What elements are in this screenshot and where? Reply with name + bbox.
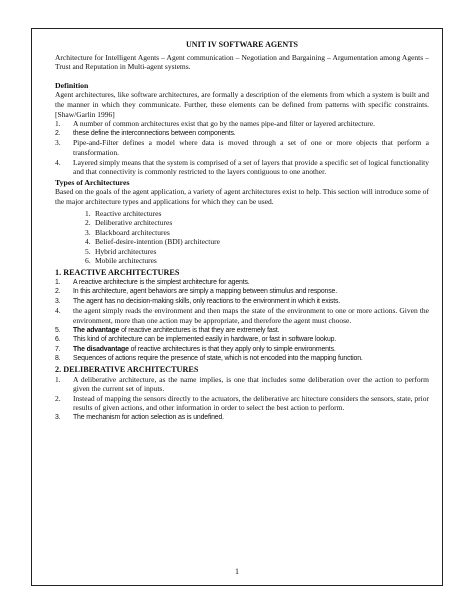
list-item xyxy=(55,247,429,257)
list-text: Deliberative architectures xyxy=(95,218,173,228)
list-number: 3. xyxy=(85,227,91,237)
list-number: 6. xyxy=(55,336,61,344)
list-text: Belief-desire-intention (BDI) architecture xyxy=(95,237,220,247)
reactive-heading: 1. REACTIVE ARCHITECTURES xyxy=(55,268,180,278)
list-item xyxy=(55,256,429,266)
list-item xyxy=(55,394,429,413)
list-item xyxy=(55,354,429,364)
list-number: 2. xyxy=(85,218,91,228)
list-number: 4. xyxy=(55,306,61,316)
list-item xyxy=(55,345,429,355)
list-text: Sequences of actions require the presence of state, which is not encoded into the mapping function. xyxy=(73,355,363,363)
list-number: 6. xyxy=(85,256,91,266)
types-list xyxy=(55,209,429,267)
list-text: Mobile architectures xyxy=(95,256,157,266)
list-item xyxy=(55,278,429,288)
list-number: 1. xyxy=(85,208,91,218)
deliberative-list xyxy=(55,375,429,423)
list-number: 3. xyxy=(55,413,61,421)
definition-list xyxy=(55,119,429,177)
list-text: of reactive architectures is that they apply only to simple environments. xyxy=(128,345,336,353)
list-text: the agent simply reads the environment and then maps the state of the environment to one or more actions. Given the environment, more than one action may be appropriate, and therefore the agent must choose. xyxy=(73,306,429,326)
list-item xyxy=(55,158,429,177)
list-item xyxy=(55,129,429,139)
list-text: Reactive architectures xyxy=(95,208,162,218)
list-item xyxy=(55,287,429,297)
types-paragraph: Based on the goals of the agent application, a variety of agent architectures exist to help. This section will introduce some of the major architecture types and applications for which they can be used. xyxy=(55,187,429,206)
list-item xyxy=(55,237,429,247)
list-text: The agent has no decision-making skills, only reactions to the environment in which it exists. xyxy=(73,297,341,305)
list-item xyxy=(55,326,429,336)
list-text: these define the interconnections between components. xyxy=(73,129,236,137)
list-number: 3. xyxy=(55,297,61,305)
list-text: Blackboard architectures xyxy=(95,227,170,237)
list-item xyxy=(55,297,429,307)
deliberative-heading: 2. DELIBERATIVE ARCHITECTURES xyxy=(55,365,199,374)
list-item xyxy=(55,306,429,325)
list-number: 5. xyxy=(85,246,91,256)
list-text: A reactive architecture is the simplest architecture for agents. xyxy=(73,278,250,286)
list-text: Pipe-and-Filter defines a model where data is moved through a set of one or more objects that perform a transformation. xyxy=(73,138,429,157)
page-number: 1 xyxy=(235,567,239,576)
definition-paragraph: Agent architectures, like software architectures, are formally a description of the elements from which a system is built and the manner in which they communicate. Further, these elements can be defined from patterns with specific constraints. [Shaw/Garlin 1996] xyxy=(55,90,429,119)
list-item xyxy=(55,413,429,423)
list-item xyxy=(55,209,429,219)
list-text: A deliberative architecture, as the name implies, is one that includes some deliberation over the action to perform given the current set of inputs. xyxy=(73,374,429,394)
list-text: of reactive architectures is that they are extremely fast. xyxy=(119,326,280,334)
list-text: The mechanism for action selection as is undefined. xyxy=(73,413,224,421)
definition-heading: Definition xyxy=(55,80,89,90)
list-item xyxy=(55,138,429,157)
document-body xyxy=(55,40,429,423)
intro-paragraph: Architecture for Intelligent Agents – Agent communication – Negotiation and Bargaining – Argumentation among Agents – Trust and Reputation in Multi-agent systems. xyxy=(55,52,429,72)
page-title: UNIT IV SOFTWARE AGENTS xyxy=(186,40,298,49)
list-number: 5. xyxy=(55,326,61,334)
list-item xyxy=(55,228,429,238)
list-text: Instead of mapping the sensors directly to the actuators, the deliberative arc hitecture considers the sensors, state, prior results of given actions, and other information in order to select the best action to perform. xyxy=(73,393,429,413)
bold-phrase: The disadvantage xyxy=(73,345,129,353)
bold-phrase: The advantage xyxy=(73,326,120,334)
list-text: Hybrid architectures xyxy=(95,246,157,256)
list-number: 2. xyxy=(55,129,61,137)
list-item xyxy=(55,335,429,345)
list-number: 3. xyxy=(55,138,61,148)
list-number: 7. xyxy=(55,345,61,353)
list-text: This kind of architecture can be implemented easily in hardware, or fast in software lookup. xyxy=(73,336,337,344)
list-number: 4. xyxy=(85,237,91,247)
list-number: 2. xyxy=(55,393,61,403)
list-number: 8. xyxy=(55,355,61,363)
list-number: 1. xyxy=(55,278,61,286)
list-number: 2. xyxy=(55,288,61,296)
reactive-list xyxy=(55,278,429,364)
list-text: A number of common architectures exist that go by the names pipe-and filter or layered architecture. xyxy=(73,119,375,129)
list-item xyxy=(55,375,429,394)
list-number: 4. xyxy=(55,157,61,167)
types-heading: Types of Architectures xyxy=(55,177,130,187)
list-text: In this architecture, agent behaviors are simply a mapping between stimulus and response. xyxy=(73,288,337,296)
list-item xyxy=(55,119,429,129)
list-item xyxy=(55,218,429,228)
list-number: 1. xyxy=(55,374,61,384)
list-number: 1. xyxy=(55,119,61,129)
list-text: Layered simply means that the system is comprised of a set of layers that provide a specific set of logical functionality and that connectivity is commonly restricted to the layers contiguous to one another. xyxy=(73,157,429,177)
